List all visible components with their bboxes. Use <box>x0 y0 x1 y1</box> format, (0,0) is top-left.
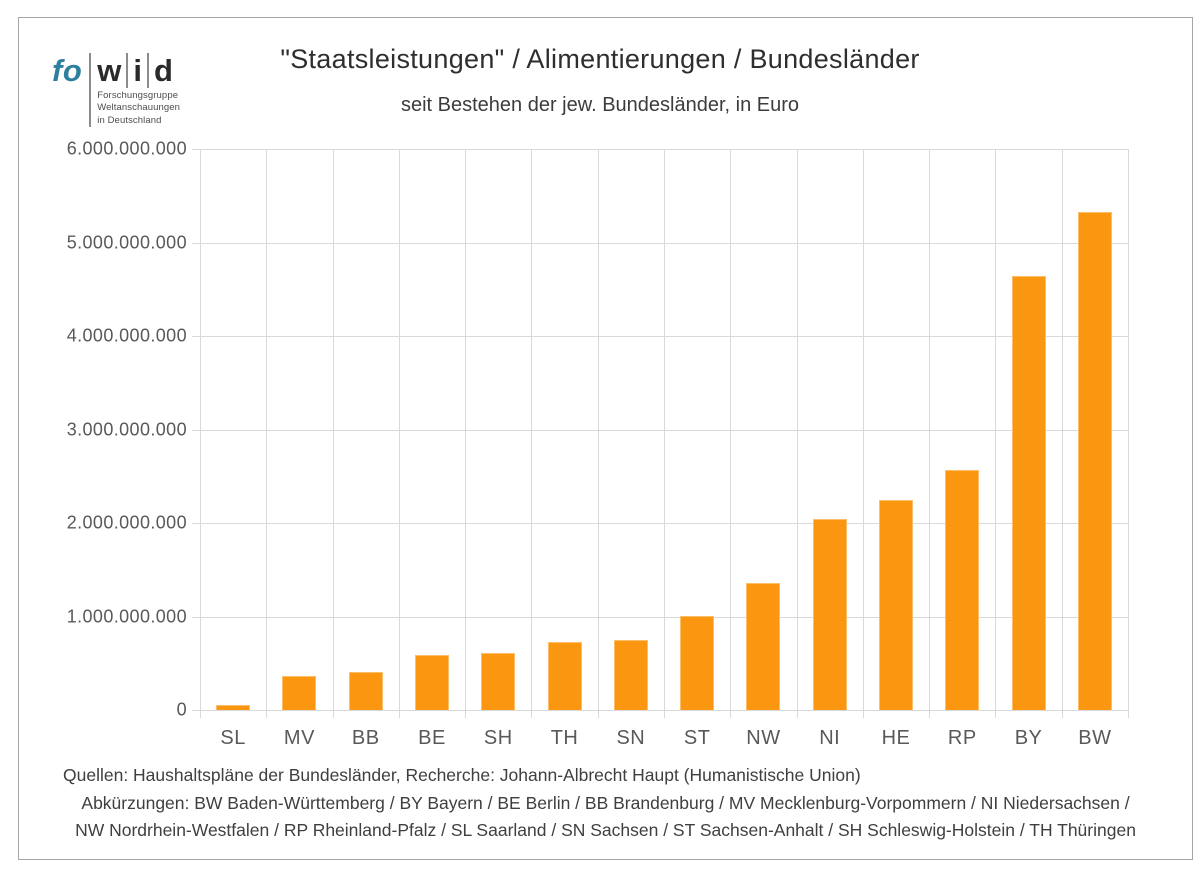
bar-sl <box>216 705 250 710</box>
fowid-logo-d: d <box>154 53 173 88</box>
footer-sources-line: Quellen: Haushaltspläne der Bundesländer, Recherche: Johann-Albrecht Haupt (Humanistische Union) <box>63 765 861 785</box>
x-axis-tick-label: NW <box>746 727 781 749</box>
bar-sh <box>481 653 515 710</box>
footer-abbreviations-line-1: Abkürzungen: BW Baden-Württemberg / BY Bayern / BE Berlin / BB Brandenburg / MV Mecklenburg-Vorpommern / NI Niedersachsen / <box>81 792 1130 813</box>
x-axis-tick-label: ST <box>683 727 711 749</box>
x-axis-tick-label: BY <box>1014 727 1043 749</box>
chart-subtitle: seit Bestehen der jew. Bundesländer, in Euro <box>400 94 800 116</box>
bar-st <box>680 616 714 710</box>
x-axis-tick-label: SL <box>220 727 246 749</box>
bar-ni <box>813 519 847 710</box>
bar-bw <box>1078 212 1112 710</box>
vertical-gridline <box>664 149 665 718</box>
x-axis-tick-label: SH <box>483 727 513 749</box>
vertical-gridline <box>266 149 267 718</box>
x-axis-tick-label: NI <box>819 727 841 749</box>
vertical-gridline <box>797 149 798 718</box>
x-axis-tick-label: BE <box>418 727 446 749</box>
logo-subtitle-line: in Deutschland <box>97 114 162 126</box>
x-axis-tick-label: BW <box>1078 727 1112 749</box>
vertical-gridline <box>1128 149 1129 718</box>
vertical-gridline <box>995 149 996 718</box>
x-axis-tick-label: RP <box>947 727 977 749</box>
vertical-gridline <box>929 149 930 718</box>
vertical-gridline <box>399 149 400 718</box>
bar-be <box>415 655 449 710</box>
bar-he <box>879 500 913 710</box>
bar-bb <box>349 672 383 710</box>
bar-sn <box>614 640 648 710</box>
x-axis-tick-label: BB <box>351 727 380 749</box>
vertical-gridline <box>863 149 864 718</box>
logo-subtitle-line: Forschungsgruppe <box>97 90 179 101</box>
y-axis-tick-label: 4.000.000.000 <box>66 325 187 346</box>
bar-by <box>1012 276 1046 710</box>
vertical-gridline <box>200 149 201 718</box>
logo-subtitle-line: Weltanschauungen <box>97 102 181 114</box>
vertical-gridline <box>598 149 599 718</box>
vertical-gridline <box>730 149 731 718</box>
bar-th <box>548 642 582 710</box>
plot-area <box>66 138 1128 720</box>
vertical-gridline <box>333 149 334 718</box>
x-axis <box>200 727 1128 753</box>
x-axis-tick-label: SN <box>616 727 646 749</box>
footer <box>18 762 1193 845</box>
y-axis-tick-label: 0 <box>176 699 187 720</box>
fowid-logo-w: w <box>97 53 122 88</box>
vertical-gridline <box>531 149 532 718</box>
footer-abbreviations-line-2: NW Nordrhein-Westfalen / RP Rheinland-Pfalz / SL Saarland / SN Sachsen / ST Sachsen-Anhalt / SH Schleswig-Holstein / TH Thüringen <box>75 820 1136 840</box>
bar-rp <box>945 470 979 710</box>
x-axis-tick-label: HE <box>881 727 911 749</box>
fowid-logo-i: i <box>133 53 143 88</box>
fowid-logo-fo: fo <box>52 53 83 88</box>
chart-title: "Staatsleistungen" / Alimentierungen / Bundesländer <box>280 44 920 74</box>
y-axis-tick-label: 6.000.000.000 <box>66 138 187 159</box>
y-axis-tick-label: 5.000.000.000 <box>66 232 187 252</box>
x-axis-tick-label: TH <box>550 727 579 749</box>
y-axis-tick-label: 2.000.000.000 <box>66 512 187 533</box>
y-axis-tick-label: 1.000.000.000 <box>66 606 187 626</box>
y-axis-tick-label: 3.000.000.000 <box>66 419 187 439</box>
vertical-gridline <box>1062 149 1063 718</box>
bar-nw <box>746 583 780 710</box>
bar-chart <box>66 138 1128 749</box>
vertical-gridline <box>465 149 466 718</box>
bar-mv <box>282 676 316 710</box>
x-axis-tick-label: MV <box>283 727 315 749</box>
